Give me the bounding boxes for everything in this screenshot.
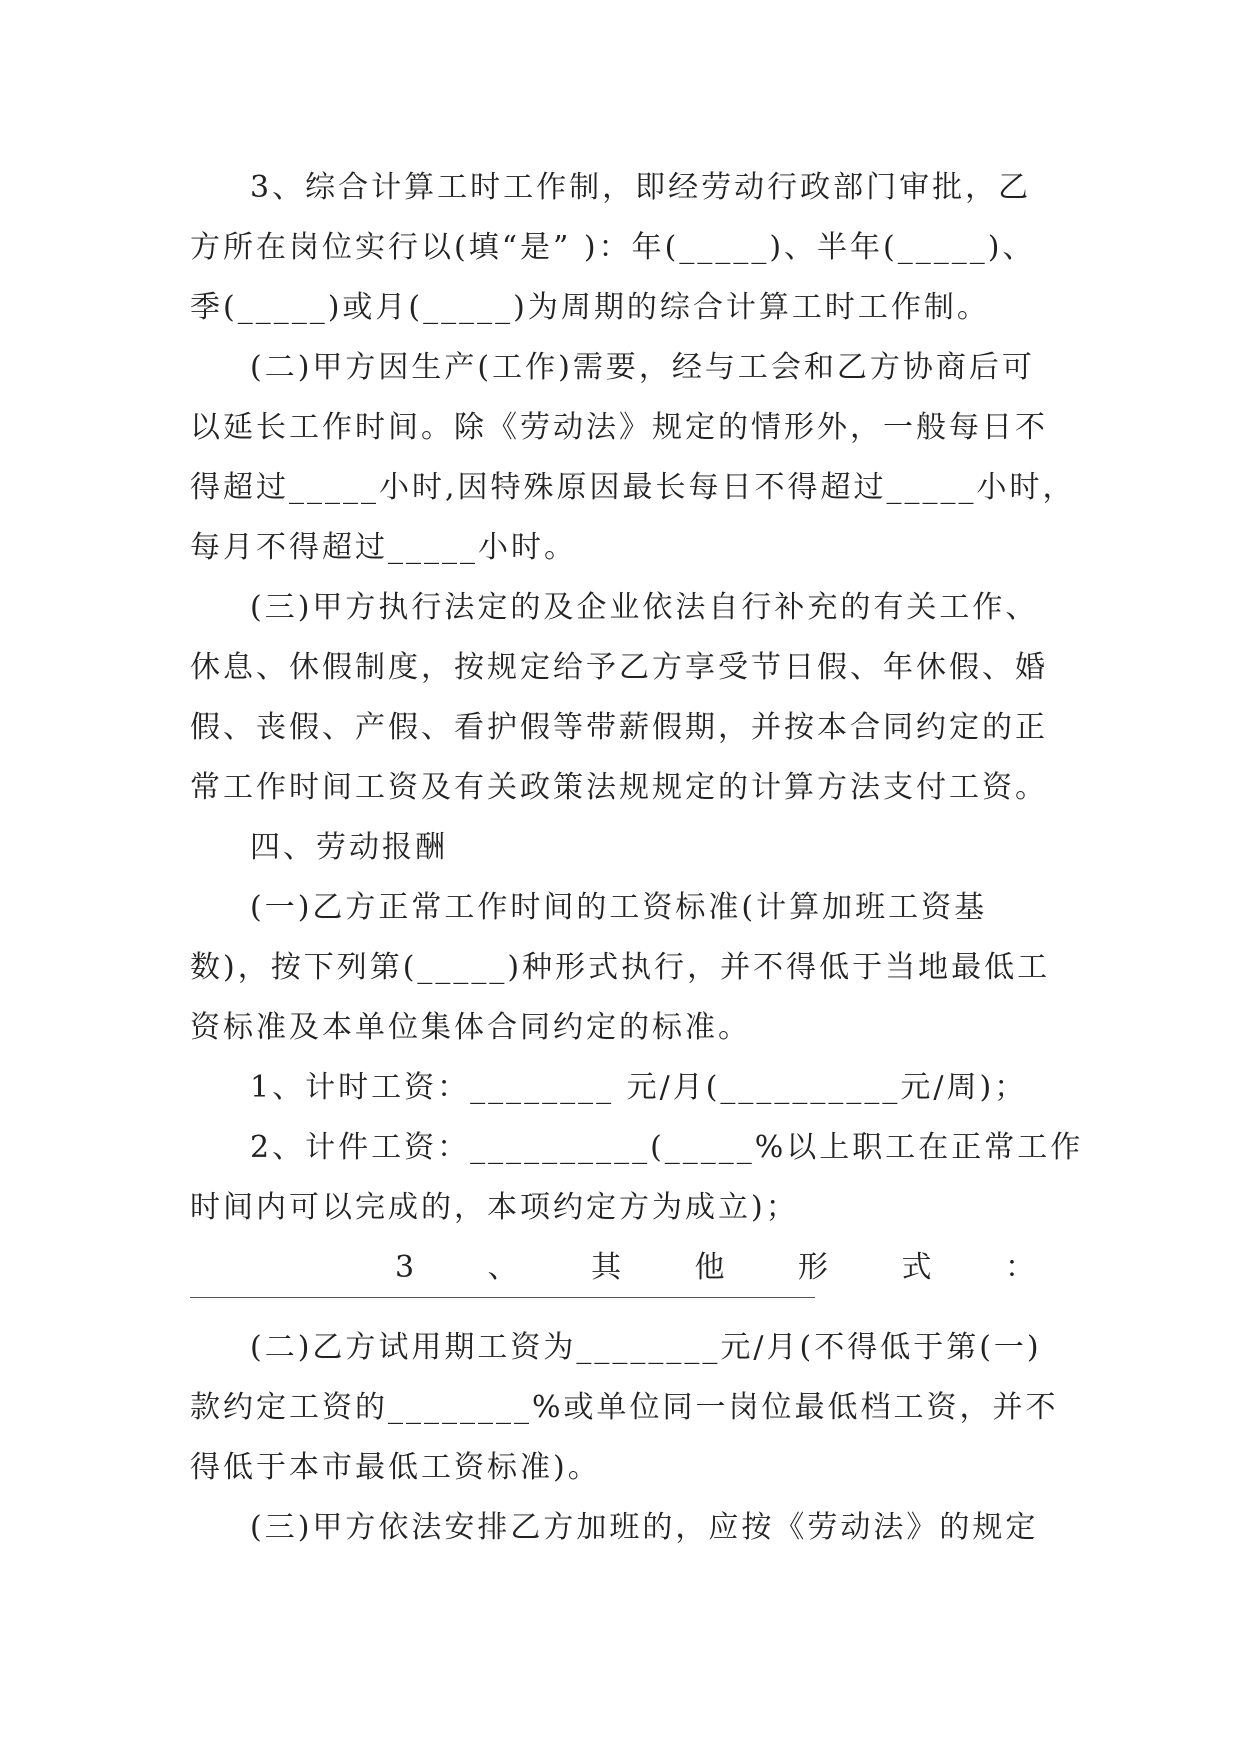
text-line: 每月不得超过_____小时。 — [190, 530, 577, 565]
text-line: 数)，按下列第(_____)种形式执行，并不得低于当地最低工 — [190, 950, 1051, 985]
text-line: 得低于本市最低工资标准)。 — [190, 1450, 601, 1485]
section-heading: 四、劳动报酬 — [250, 830, 448, 865]
spread-line — [395, 1248, 1035, 1288]
text-line: 方所在岗位实行以(填“是” )：年(_____)、半年(_____)、 — [190, 230, 1036, 265]
text-line: 3、综合计算工时工作制，即经劳动行政部门审批，乙 — [250, 170, 1032, 205]
text-line: 资标准及本单位集体合同约定的标准。 — [190, 1010, 751, 1045]
text-line: 款约定工资的________%或单位同一岗位最低档工资，并不 — [190, 1390, 1059, 1425]
text-line: 以延长工作时间。除《劳动法》规定的情形外，一般每日不 — [190, 410, 1048, 445]
spread-char: 形 — [798, 1250, 829, 1285]
spread-char: 式 — [901, 1250, 932, 1285]
text-line: (一)乙方正常工作时间的工资标准(计算加班工资基 — [250, 890, 988, 925]
spread-char: ： — [1005, 1250, 1035, 1285]
spread-char: 他 — [694, 1250, 725, 1285]
blank-fill-line — [190, 1297, 815, 1298]
spread-char: 3 — [395, 1250, 415, 1285]
text-line: 时间内可以完成的，本项约定方为成立)； — [190, 1190, 799, 1225]
spread-char: 、 — [487, 1250, 518, 1285]
text-line: (二)乙方试用期工资为________元/月(不得低于第(一) — [250, 1330, 1042, 1365]
text-line: (三)甲方执行法定的及企业依法自行补充的有关工作、 — [250, 590, 1039, 625]
spread-char: 其 — [591, 1250, 622, 1285]
text-line: 1、计时工资：________ 元/月(__________元/周)； — [250, 1070, 1028, 1105]
text-line: 得超过_____小时,因特殊原因最长每日不得超过_____小时， — [190, 470, 1076, 505]
text-line: 休息、休假制度，按规定给予乙方享受节日假、年休假、婚 — [190, 650, 1048, 685]
text-line: (三)甲方依法安排乙方加班的，应按《劳动法》的规定 — [250, 1510, 1039, 1545]
text-line: 常工作时间工资及有关政策法规规定的计算方法支付工资。 — [190, 770, 1048, 805]
text-line: 季(_____)或月(_____)为周期的综合计算工时工作制。 — [190, 290, 990, 325]
text-line: 2、计件工资：__________(_____%以上职工在正常工作 — [250, 1130, 1084, 1165]
text-line: (二)甲方因生产(工作)需要，经与工会和乙方协商后可 — [250, 350, 1035, 385]
text-line: 假、丧假、产假、看护假等带薪假期，并按本合同约定的正 — [190, 710, 1048, 745]
